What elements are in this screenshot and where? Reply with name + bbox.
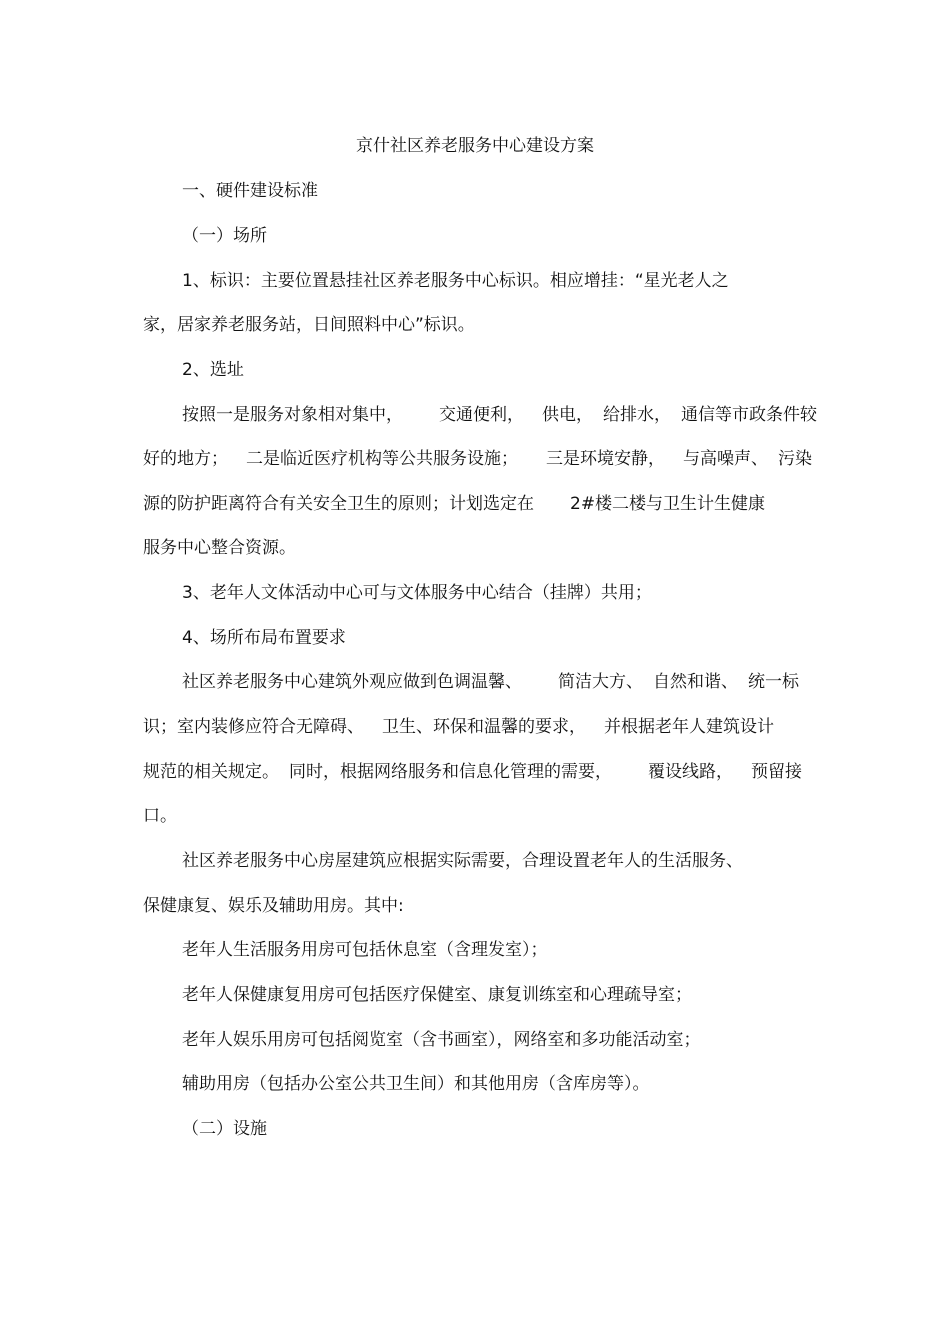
paragraph-line xyxy=(143,712,950,742)
paragraph-line: 老年人生活服务用房可包括休息室（含理发室）； xyxy=(182,940,548,960)
text-segment: 通信等市政条件较 xyxy=(681,405,817,425)
text-segment: 按照一是服务对象相对集中， xyxy=(182,405,403,425)
text-segment: 同时，根据网络服务和信息化管理的需要， xyxy=(289,762,612,782)
text-segment: 源的防护距离符合有关安全卫生的原则；计划选定在 xyxy=(143,494,534,514)
text-segment: 社区养老服务中心建筑外观应做到色调温馨、 xyxy=(182,672,522,692)
paragraph-line: 保健康复、娱乐及辅助用房。其中: xyxy=(143,896,404,916)
paragraph-line: 1、标识：主要位置悬挂社区养老服务中心标识。相应增挂：“星光老人之 xyxy=(182,271,729,291)
paragraph-line xyxy=(182,400,950,430)
paragraph-line: 家，居家养老服务站，日间照料中心”标识。 xyxy=(143,315,475,335)
paragraph-line: 服务中心整合资源。 xyxy=(143,538,296,558)
text-segment: 自然和谐、 xyxy=(653,672,738,692)
paragraph-line xyxy=(143,444,950,474)
text-segment: 2#楼二楼与卫生计生健康 xyxy=(570,494,766,514)
item-heading: 2、选址 xyxy=(182,360,244,380)
item-heading: 4、场所布局布置要求 xyxy=(182,628,346,648)
item-heading: 3、老年人文体活动中心可与文体服务中心结合（挂牌）共用； xyxy=(182,583,652,603)
text-segment: 简洁大方、 xyxy=(558,672,643,692)
text-segment: 污染 xyxy=(778,449,812,469)
text-segment: 给排水， xyxy=(603,405,671,425)
paragraph-line: 辅助用房（包括办公室公共卫生间）和其他用房（含库房等）。 xyxy=(182,1074,650,1094)
paragraph-line: 老年人娱乐用房可包括阅览室（含书画室），网络室和多功能活动室； xyxy=(182,1030,701,1050)
text-segment: 预留接 xyxy=(751,762,802,782)
paragraph-line xyxy=(143,757,950,787)
text-segment: 统一标 xyxy=(748,672,799,692)
text-segment: 规范的相关规定。 xyxy=(143,762,279,782)
text-segment: 供电， xyxy=(542,405,593,425)
paragraph-line xyxy=(182,667,950,697)
paragraph-line xyxy=(143,489,950,519)
paragraph-line: 老年人保健康复用房可包括医疗保健室、康复训练室和心理疏导室； xyxy=(182,985,692,1005)
paragraph-line: 社区养老服务中心房屋建筑应根据实际需要，合理设置老年人的生活服务、 xyxy=(182,851,743,871)
section-heading: 一、硬件建设标准 xyxy=(182,181,318,201)
text-segment: 并根据老年人建筑设计 xyxy=(604,717,774,737)
text-segment: 交通便利， xyxy=(439,405,524,425)
text-segment: 与高噪声、 xyxy=(683,449,768,469)
text-segment: 好的地方； xyxy=(143,449,228,469)
text-segment: 二是临近医疗机构等公共服务设施； xyxy=(246,449,518,469)
text-segment: 三是环境安静， xyxy=(546,449,665,469)
subsection-heading: （一）场所 xyxy=(182,226,267,246)
text-segment: 覆设线路， xyxy=(648,762,733,782)
text-segment: 识；室内装修应符合无障碍、 xyxy=(143,717,364,737)
subsection-heading: （二）设施 xyxy=(182,1119,267,1139)
paragraph-line: 口。 xyxy=(143,806,177,826)
text-segment: 卫生、环保和温馨的要求， xyxy=(382,717,586,737)
document-title: 京什社区养老服务中心建设方案 xyxy=(356,136,594,156)
